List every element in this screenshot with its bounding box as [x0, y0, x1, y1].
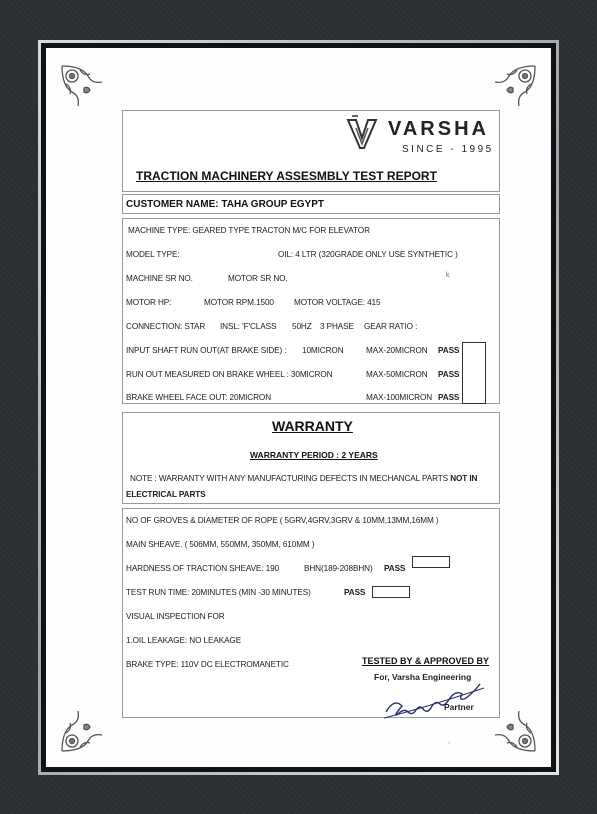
- frame-inner-border: [41, 43, 556, 772]
- motor-rpm: MOTOR RPM.1500: [204, 298, 274, 307]
- input-shaft-pass: PASS: [438, 346, 460, 355]
- signature-icon: [380, 668, 500, 728]
- machine-serial: MACHINE SR NO.: [126, 274, 193, 283]
- warranty-title: WARRANTY: [272, 418, 353, 434]
- scan-speck: ,: [448, 738, 450, 745]
- warranty-note-line2: ELECTRICAL PARTS: [126, 490, 206, 499]
- varsha-logo-icon: [346, 114, 378, 155]
- sheave-hardness: HARDNESS OF TRACTION SHEAVE: 190: [126, 564, 280, 573]
- main-sheave: MAIN SHEAVE. ( 506MM, 550MM, 350MM, 610MM ): [126, 540, 315, 549]
- brake-wheel-runout: RUN OUT MEASURED ON BRAKE WHEEL : 30MICRON: [126, 370, 333, 379]
- model-type: MODEL TYPE:: [126, 250, 180, 259]
- test-run-time: TEST RUN TIME: 20MINUTES (MIN -30 MINUTES): [126, 588, 311, 597]
- pen-mark: k: [446, 272, 450, 279]
- gear-ratio: GEAR RATIO :: [364, 322, 418, 331]
- signoff-title: TESTED BY & APPROVED BY: [362, 656, 490, 666]
- oil-leakage: 1.OIL LEAKAGE: NO LEAKAGE: [126, 636, 242, 645]
- brake-face-out: BRAKE WHEEL FACE OUT: 20MICRON: [126, 393, 272, 402]
- input-shaft-value: 10MICRON: [302, 346, 344, 355]
- test-run-pass-box: [372, 586, 410, 598]
- brake-face-max: MAX-100MICRON: [366, 393, 433, 402]
- corner-ornament-icon: [58, 699, 114, 755]
- input-shaft-runout: INPUT SHAFT RUN OUT(AT BRAKE SIDE) :: [126, 346, 287, 355]
- signoff-role: Partner: [444, 702, 474, 712]
- signoff-firm: For, Varsha Engineering: [374, 672, 472, 682]
- corner-ornament-icon: [58, 62, 114, 118]
- brake-wheel-max: MAX-50MICRON: [366, 370, 428, 379]
- motor-hp: MOTOR HP:: [126, 298, 172, 307]
- test-run-pass: PASS: [344, 588, 366, 597]
- motor-voltage: MOTOR VOLTAGE: 415: [294, 298, 381, 307]
- pass-stamp-box: [462, 342, 486, 404]
- hardness-pass: PASS: [384, 564, 406, 573]
- customer-name: CUSTOMER NAME: TAHA GROUP EGYPT: [126, 199, 324, 210]
- frame-mat: [38, 40, 559, 775]
- visual-inspection: VISUAL INSPECTION FOR: [126, 612, 225, 621]
- connection: CONNECTION: STAR: [126, 322, 206, 331]
- warranty-note-emphasis: NOT IN: [450, 474, 478, 483]
- brand-name: VARSHA: [388, 118, 489, 140]
- input-shaft-max: MAX-20MICRON: [366, 346, 428, 355]
- warranty-period: WARRANTY PERIOD : 2 YEARS: [250, 450, 378, 460]
- warranty-note: [130, 474, 477, 483]
- motor-serial: MOTOR SR NO.: [228, 274, 288, 283]
- hardness-pass-box: [412, 556, 450, 568]
- oil-spec: OIL: 4 LTR (320GRADE ONLY USE SYNTHETIC ): [278, 250, 458, 259]
- brand-since: SINCE - 1995: [402, 144, 494, 155]
- frequency: 50HZ: [292, 322, 312, 331]
- brake-wheel-pass: PASS: [438, 370, 460, 379]
- phase: 3 PHASE: [320, 322, 354, 331]
- warranty-note-text: NOTE : WARRANTY WITH ANY MANUFACTURING DEFECTS IN MECHANCAL PARTS: [130, 474, 448, 483]
- groves-diameter: NO OF GROVES & DIAMETER OF ROPE ( 5GRV,4GRV,3GRV & 10MM,13MM,16MM ): [126, 516, 439, 525]
- insulation-class: INSL: 'F'CLASS: [220, 322, 277, 331]
- hardness-range: BHN(189-208BHN): [304, 564, 373, 573]
- brake-type: BRAKE TYPE: 110V DC ELECTROMANETIC: [126, 660, 289, 669]
- machine-type: MACHINE TYPE: GEARED TYPE TRACTON M/C FOR ELEVATOR: [128, 226, 370, 235]
- report-title: TRACTION MACHINERY ASSESMBLY TEST REPORT: [136, 169, 437, 183]
- certificate-paper: [46, 48, 551, 767]
- brake-face-pass: PASS: [438, 393, 460, 402]
